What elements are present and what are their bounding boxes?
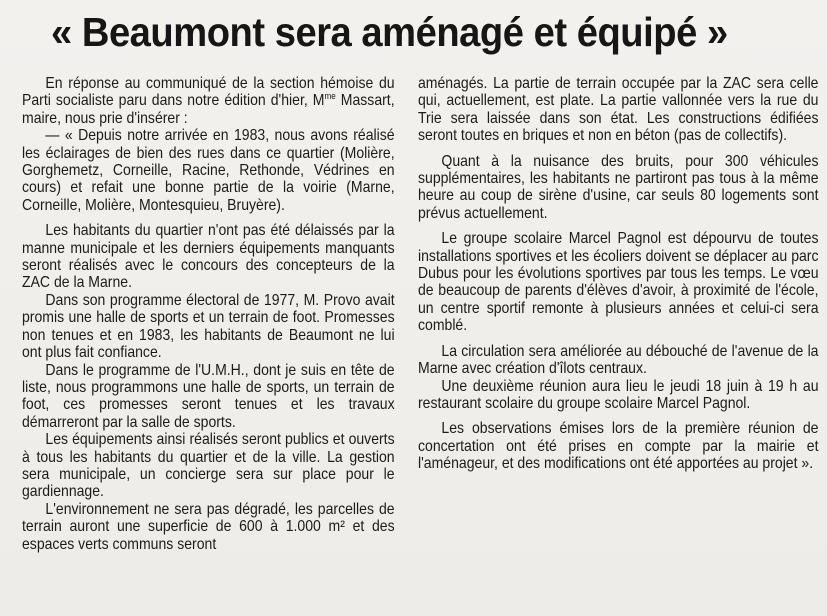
paragraph-school: Le groupe scolaire Marcel Pagnol est dépourvu de toutes installations sportives et les écoliers doivent se déplacer au parc Dubus pour les évolutions sportives par tous les temps. Le vœu de beaucoup de parents d'élèves d'avoir, à proximité de l'école, un centre sportif remonte à plusieurs années et celui-ci sera comblé. bbox=[418, 230, 819, 335]
right-column bbox=[418, 75, 819, 473]
paragraph-meeting: Une deuxième réunion aura lieu le jeudi 18 juin à 19 h au restaurant scolaire du groupe scolaire Marcel Pagnol. bbox=[418, 377, 819, 412]
title-superscript: me bbox=[324, 91, 336, 102]
intro-text-end: Massart, maire, nous prie d'insérer : bbox=[22, 92, 395, 127]
paragraph-residents: Les habitants du quartier n'ont pas été délaissés par la manne municipale et les derniers équipements manquants seront réalisés avec le concours des concepteurs de la ZAC de la Marne. bbox=[22, 222, 395, 292]
paragraph-traffic: La circulation sera améliorée au débouché de l'avenue de la Marne avec création d'îlots centraux. bbox=[418, 342, 819, 378]
left-column bbox=[22, 75, 395, 553]
paragraph-quote-start: — « Depuis notre arrivée en 1983, nous avons réalisé les éclairages de bien des rues dans ce quartier (Molière, Gorghemetz, Corneille, Racine, Rethonde, Védrines en cours) et refait une bonne partie de la voirie (Marne, Corneille, Molière, Montesquieu, Bruyère). bbox=[22, 127, 395, 214]
paragraph-1977-program: Dans son programme électoral de 1977, M. Provo avait promis une halle de sports et un terrain de foot. Promesses non tenues et en 1983, les habitants de Beaumont ne lui ont plus fait confiance. bbox=[22, 291, 395, 362]
paragraph-equipment: Les équipements ainsi réalisés seront publics et ouverts à tous les habitants du quartier et de la ville. La gestion sera municipale, un concierge sera sur place pour le gardiennage. bbox=[22, 431, 395, 501]
paragraph-umh-program: Dans le programme de l'U.M.H., dont je suis en tête de liste, nous programmons une halle de sports, un terrain de foot, ces promesses seront tenues et les travaux démarreront par la salle de sports. bbox=[22, 361, 395, 431]
article-headline: « Beaumont sera aménagé et équipé » bbox=[51, 9, 728, 55]
paragraph-noise: Quant à la nuisance des bruits, pour 300 véhicules supplémentaires, les habitants ne partiront pas tous à la même heure au coup de sirène d'usine, car seuls 80 logements sont prévus actuellement. bbox=[418, 152, 819, 222]
paragraph-zac: aménagés. La partie de terrain occupée par la ZAC sera celle qui, actuellement, est plate. La partie vallonnée vers la rue du Trie sera laissée dans son état. Les constructions édifiées seront toutes en briques et non en béton (pas de collectifs). bbox=[418, 75, 819, 145]
paragraph-observations: Les observations émises lors de la première réunion de concertation ont été prises en compte par la mairie et l'aménageur, et des modifications ont été apportées au projet ». bbox=[418, 420, 819, 473]
paragraph-environment: L'environnement ne sera pas dégradé, les parcelles de terrain auront une superficie de 600 à 1.000 m² et des espaces verts communs seront bbox=[22, 500, 395, 553]
paragraph-intro bbox=[22, 75, 395, 127]
intro-text: En réponse au communiqué de la section hémoise du Parti socialiste paru dans notre édition d'hier, M bbox=[22, 75, 395, 110]
